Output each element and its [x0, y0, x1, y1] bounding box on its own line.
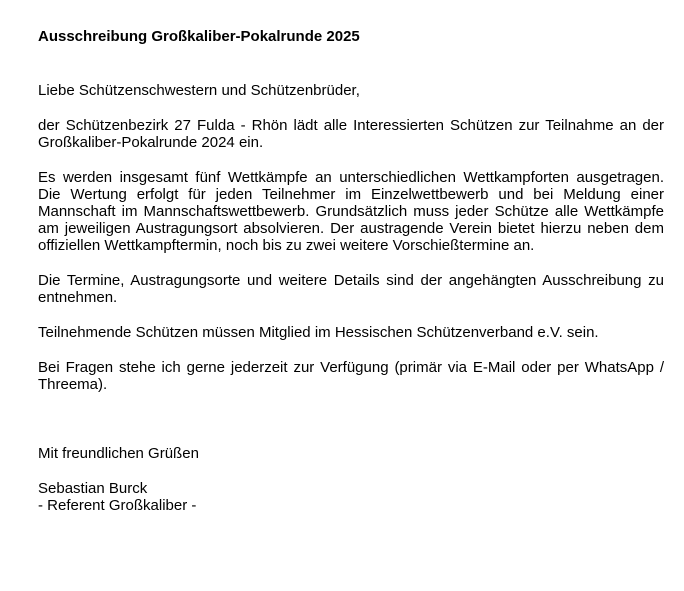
- paragraph-membership: Teilnehmende Schützen müssen Mitglied im Hessischen Schützenverband e.V. sein.: [38, 324, 599, 341]
- salutation: Liebe Schützenschwestern und Schützenbrüder,: [38, 82, 360, 99]
- signature-role: - Referent Großkaliber -: [38, 497, 197, 514]
- spacer: [38, 151, 664, 169]
- document-page: [38, 28, 664, 514]
- spacer: [38, 45, 664, 82]
- document-title: Ausschreibung Großkaliber-Pokalrunde 2025: [38, 28, 360, 45]
- signature-name: Sebastian Burck: [38, 480, 148, 497]
- paragraph-invitation: der Schützenbezirk 27 Fulda - Rhön lädt alle Interessierten Schützen zur Teilnahme an der Großkaliber-Pokalrunde 2024 ein.: [38, 117, 664, 151]
- spacer: [38, 462, 664, 480]
- spacer: [38, 393, 664, 445]
- closing: Mit freundlichen Grüßen: [38, 445, 199, 462]
- paragraph-questions: Bei Fragen stehe ich gerne jederzeit zur Verfügung (primär via E-Mail oder per WhatsApp / Threema).: [38, 359, 664, 393]
- spacer: [38, 254, 664, 272]
- spacer: [38, 99, 664, 117]
- paragraph-dates: Die Termine, Austragungsorte und weitere Details sind der angehängten Ausschreibung zu entnehmen.: [38, 272, 664, 306]
- spacer: [38, 341, 664, 359]
- paragraph-competitions: Es werden insgesamt fünf Wettkämpfe an unterschiedlichen Wettkampforten ausgetragen. Die Wertung erfolgt für jeden Teilnehmer im Einzelwettbewerb und bei Meldung einer Mannschaft im Mannschaftswettbewerb. Grundsätzlich muss jeder Schütze alle Wettkämpfe am jeweiligen Austragungsort absolvieren. Der austragende Verein bietet hierzu neben dem offiziellen Wettkampftermin, noch bis zu zwei weitere Vorschießtermine an.: [38, 169, 664, 254]
- spacer: [38, 306, 664, 324]
